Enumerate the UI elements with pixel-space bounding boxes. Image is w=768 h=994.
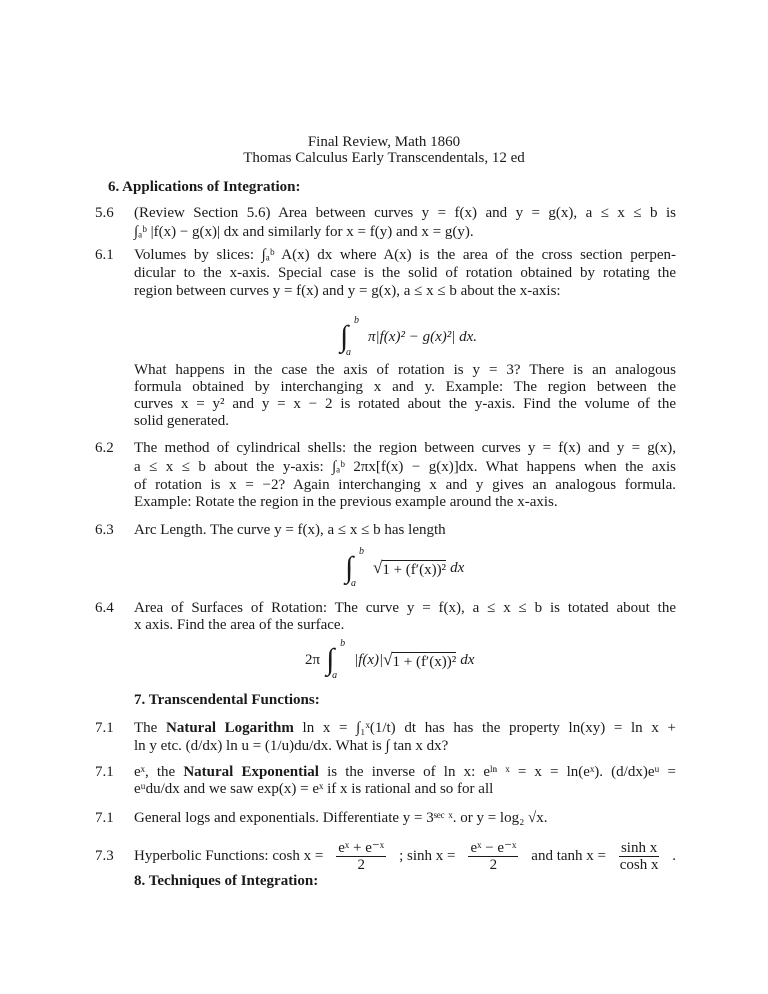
item-number: 7.1 xyxy=(95,764,114,780)
text-line: Example: Rotate the region in the previous example around the x-axis. xyxy=(134,494,558,510)
item-number: 7.1 xyxy=(95,720,114,736)
hyperbolic-functions-line xyxy=(134,838,676,874)
integral-sign: ∫ b a xyxy=(345,546,364,589)
item-number: 6.4 xyxy=(95,600,114,616)
text-line: dicular to the x-axis. Special case is the solid of rotation obtained by rotating the xyxy=(134,265,676,281)
text-line: Arc Length. The curve y = f(x), a ≤ x ≤ b has length xyxy=(134,522,446,538)
prefix: 2π xyxy=(305,651,321,668)
display-integral-volume xyxy=(340,315,477,359)
text-line: The Natural Logarithm ln x = ∫₁ˣ(1/t) dt has has the property ln(xy) = ln x + xyxy=(134,720,676,736)
text-line: Area of Surfaces of Rotation: The curve y = f(x), a ≤ x ≤ b is totated about the xyxy=(134,600,676,616)
section-heading-8: 8. Techniques of Integration: xyxy=(134,873,319,889)
item-number: 7.3 xyxy=(95,848,114,864)
text-line: The method of cylindrical shells: the region between curves y = f(x) and y = g(x), xyxy=(134,440,676,456)
display-integral-arc-length xyxy=(345,546,464,590)
text-line: formula obtained by interchanging x and y. Example: The region between the xyxy=(134,379,676,395)
differential: dx xyxy=(460,651,475,668)
text-line: of rotation is x = −2? Again interchanging x and y gives an analogous formula. xyxy=(134,477,676,493)
label: Hyperbolic Functions: cosh x = xyxy=(134,847,324,864)
display-integral-surface-area xyxy=(305,638,474,682)
text-line: What happens in the case the axis of rotation is y = 3? There is an analogous xyxy=(134,362,676,378)
term-natural-logarithm: Natural Logarithm xyxy=(166,720,294,736)
text-line: (Review Section 5.6) Area between curves y = f(x) and y = g(x), a ≤ x ≤ b is xyxy=(134,205,676,221)
integrand: π|f(x)² − g(x)²| dx. xyxy=(368,328,477,345)
text-line: a ≤ x ≤ b about the y-axis: ∫ₐᵇ 2πx[f(x) − g(x)]dx. What happens when the axis xyxy=(134,459,676,475)
section-heading-7: 7. Transcendental Functions: xyxy=(134,692,320,708)
text-line: curves x = y² and y = x − 2 is rotated about the y-axis. Find the volume of the xyxy=(134,396,676,412)
integral-sign: ∫ b a xyxy=(326,638,346,681)
fraction-cosh: $\frac{\text{eˣ + e⁻ˣ}}{2}$ xyxy=(338,839,385,873)
text-line: eˣ, the Natural Exponential is the inverse of ln x: eˡⁿ ˣ = x = ln(eˣ). (d/dx)eᵘ = xyxy=(134,764,676,780)
item-number: 6.2 xyxy=(95,440,114,456)
document-title: Final Review, Math 1860 xyxy=(307,134,461,150)
fraction-tanh: $\frac{\text{sinh x}}{\text{cosh x}}$ xyxy=(619,839,659,873)
fraction-sinh: $\frac{\text{eˣ − e⁻ˣ}}{2}$ xyxy=(470,839,517,873)
item-number: 6.1 xyxy=(95,247,114,263)
text-line: Volumes by slices: ∫ₐᵇ A(x) dx where A(x) is the area of the cross section perpen- xyxy=(134,247,676,263)
text-line: x axis. Find the area of the surface. xyxy=(134,617,345,633)
integral-sign: ∫ b a xyxy=(340,315,359,358)
text-line: eᵘdu/dx and we saw exp(x) = eˣ if x is rational and so for all xyxy=(134,781,494,797)
section-heading-6: 6. Applications of Integration: xyxy=(108,179,301,195)
term-natural-exponential: Natural Exponential xyxy=(183,764,319,780)
square-root: √ 1 + (f′(x))² xyxy=(373,558,447,578)
text-line: region between curves y = f(x) and y = g(x), a ≤ x ≤ b about the x-axis: xyxy=(134,283,561,299)
label: ; sinh x = xyxy=(399,847,456,864)
square-root: √ 1 + (f′(x))² xyxy=(383,650,457,670)
text-line: ∫ₐᵇ |f(x) − g(x)| dx and similarly for x = f(y) and x = g(y). xyxy=(134,224,474,240)
differential: dx xyxy=(450,559,465,576)
factor: |f(x)| xyxy=(354,651,384,668)
item-number: 6.3 xyxy=(95,522,114,538)
text-line: solid generated. xyxy=(134,413,229,429)
text-line: ln y etc. (d/dx) ln u = (1/u)du/dx. What is ∫ tan x dx? xyxy=(134,738,449,754)
label: and tanh x = xyxy=(531,847,606,864)
text-line: General logs and exponentials. Differentiate y = 3ˢᵉᶜ ˣ. or y = log₂ √x. xyxy=(134,810,548,826)
item-number: 7.1 xyxy=(95,810,114,826)
item-number: 5.6 xyxy=(95,205,114,221)
document-subtitle: Thomas Calculus Early Transcendentals, 12 ed xyxy=(243,150,525,166)
period: . xyxy=(672,847,676,864)
